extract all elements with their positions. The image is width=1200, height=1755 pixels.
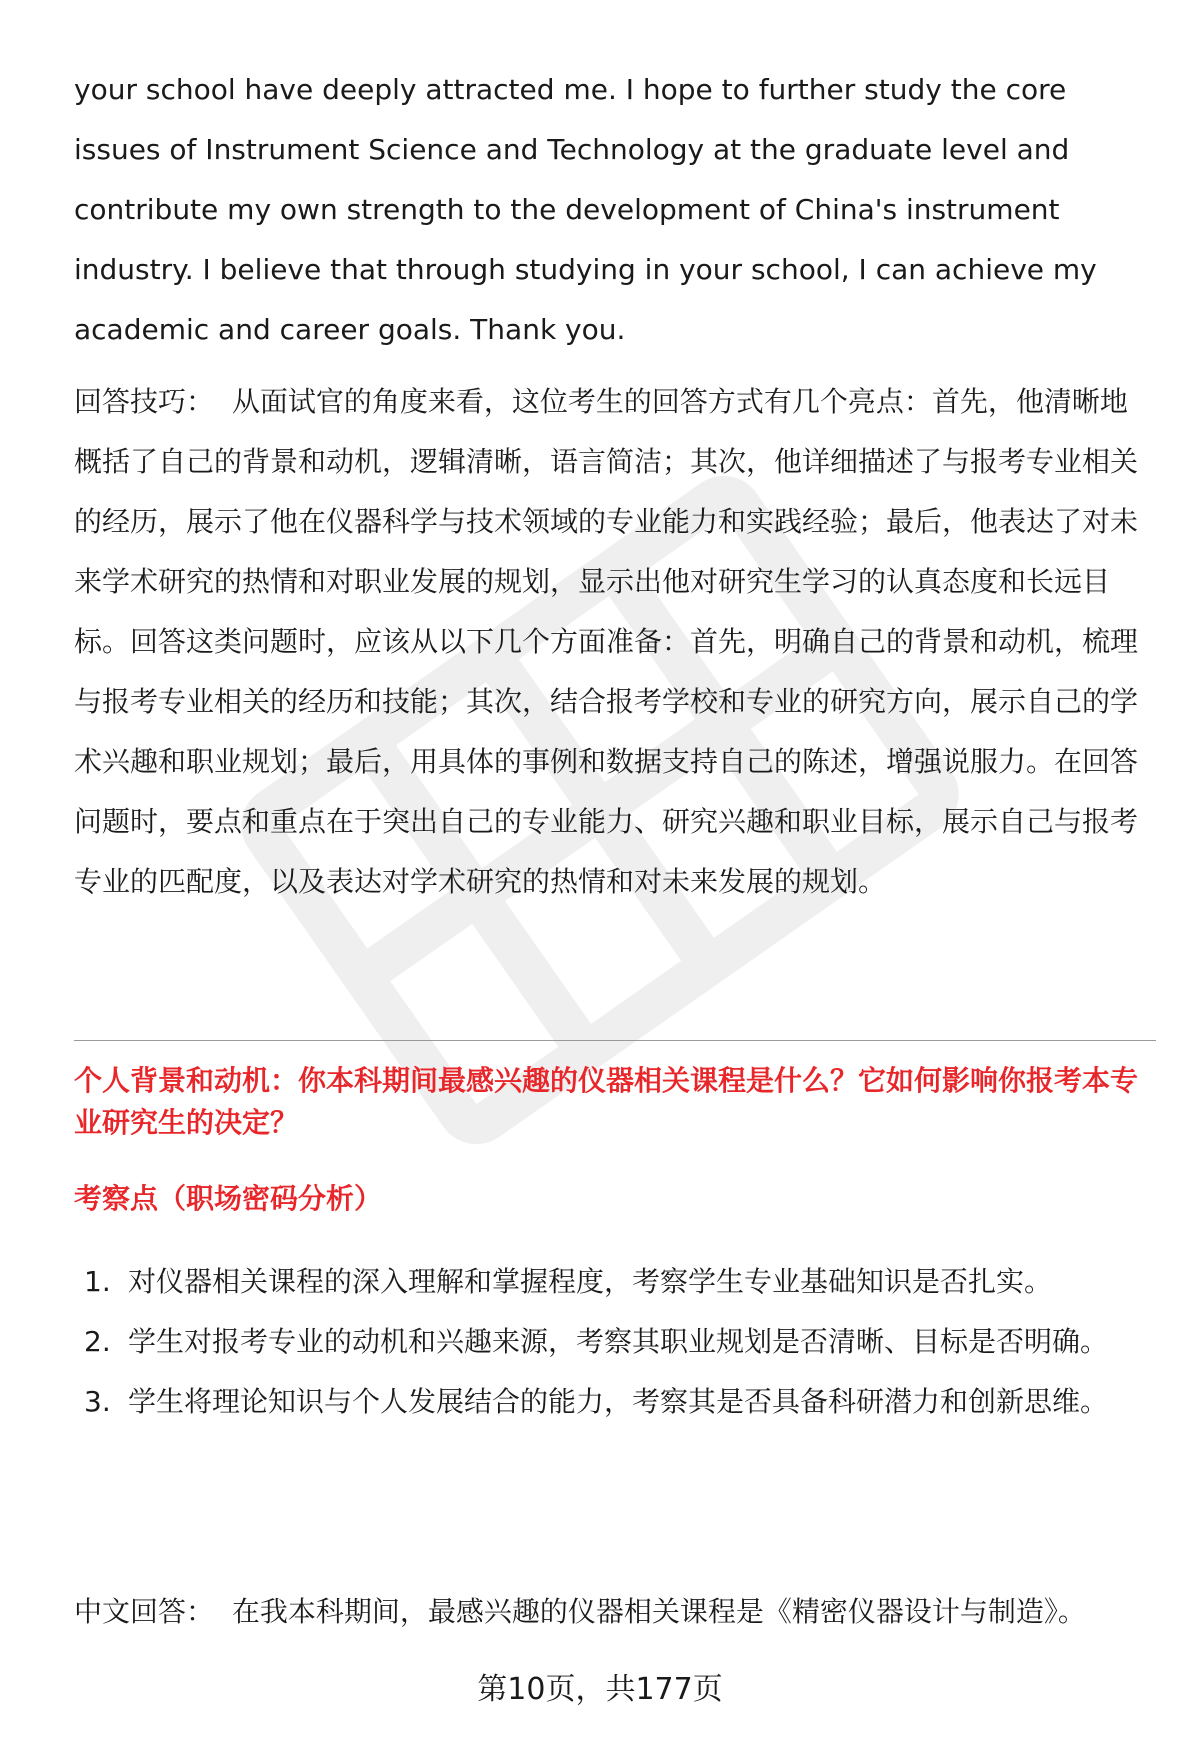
chinese-answer-paragraph [74,1582,1156,1642]
list-item-number: 3. [84,1385,111,1418]
answer-text: 在我本科期间，最感兴趣的仪器相关课程是《精密仪器设计与制造》。 [231,1595,1086,1628]
tips-label: 回答技巧： [74,385,215,418]
question-title: 个人背景和动机：你本科期间最感兴趣的仪器相关课程是什么？它如何影响你报考本专业研究生的决定？ [74,1064,1139,1139]
list-item [74,1252,1156,1312]
list-item [74,1372,1156,1432]
list-item-text: 学生对报考专业的动机和兴趣来源，考察其职业规划是否清晰、目标是否明确。 [128,1325,1109,1358]
assessment-points-list [74,1252,1156,1432]
answer-label: 中文回答： [74,1595,215,1628]
answer-tips-paragraph [74,372,1154,912]
page-number-footer: 第10页，共177页 [477,1672,723,1707]
list-item-text: 学生将理论知识与个人发展结合的能力，考察其是否具备科研潜力和创新思维。 [128,1385,1109,1418]
list-item [74,1312,1156,1372]
list-item-number: 1. [84,1265,111,1298]
tips-text: 从面试官的角度来看，这位考生的回答方式有几个亮点：首先，他清晰地概括了自己的背景和动机，逻辑清晰，语言简洁；其次，他详细描述了与报考专业相关的经历，展示了他在仪器科学与技术领域的专业能力和实践经验；最后，他表达了对未来学术研究的热情和对职业发展的规划，显示出他对研究生学习的认真态度和长远目标。回答这类问题时，应该从以下几个方面准备：首先，明确自己的背景和动机，梳理与报考专业相关的经历和技能；其次，结合报考学校和专业的研究方向，展示自己的学术兴趣和职业规划；最后，用具体的事例和数据支持自己的陈述，增强说服力。在回答问题时，要点和重点在于突出自己的专业能力、研究兴趣和职业目标，展示自己与报考专业的匹配度，以及表达对学术研究的热情和对未来发展的规划。 [74,385,1139,898]
english-answer-paragraph: your school have deeply attracted me. I hope to further study the core issues of Instrument Science and Technology at the graduate level and contribute my own strength to the development of China's instrument industry. I believe that through studying in your school, I can achieve my academic and career goals. Thank you. [74,73,1106,346]
assessment-points-heading: 考察点（职场密码分析） [74,1182,383,1215]
document-body [74,60,1154,912]
list-item-text: 对仪器相关课程的深入理解和掌握程度，考察学生专业基础知识是否扎实。 [128,1265,1053,1298]
list-item-number: 2. [84,1325,111,1358]
section-divider [74,1040,1156,1041]
